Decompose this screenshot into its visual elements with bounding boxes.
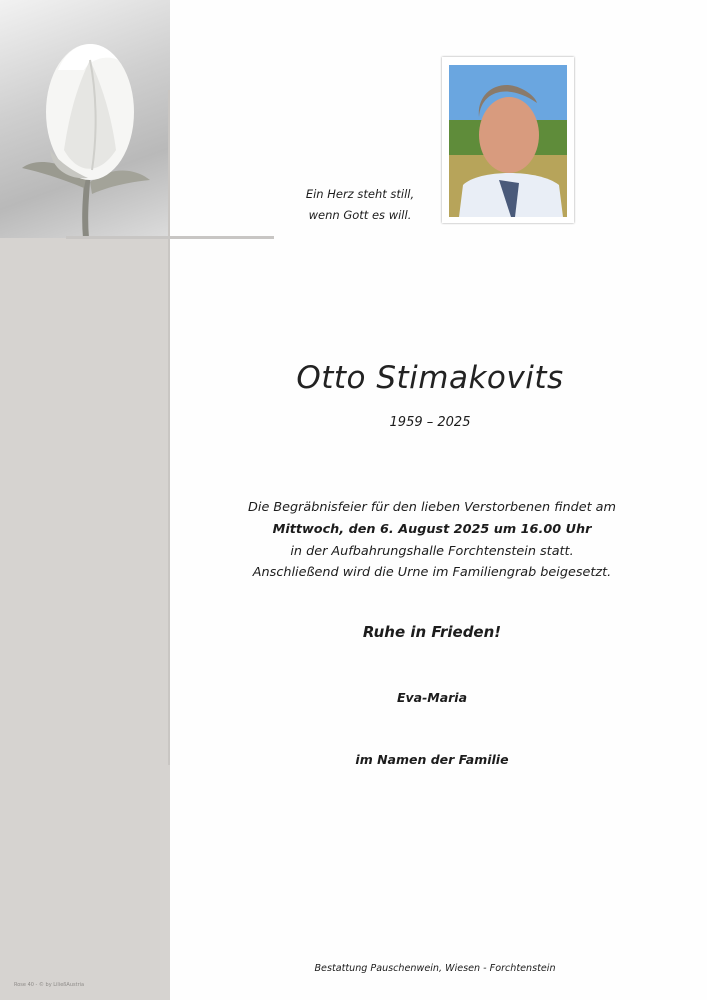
announcement-date: Mittwoch, den 6. August 2025 um 16.00 Uhr	[272, 521, 592, 537]
motto	[285, 184, 435, 226]
white-rose-icon	[0, 0, 170, 238]
image-credit: Rose 40 - © by LiließAustria	[14, 982, 85, 988]
signer-name: Eva-Maria	[396, 690, 468, 705]
life-years: 1959 – 2025	[389, 415, 471, 430]
rose-image	[0, 0, 170, 238]
portrait-frame	[442, 57, 574, 223]
sidebar-divider	[168, 90, 170, 765]
announcement-line-3: in der Aufbahrungshalle Forchtenstein statt.	[290, 543, 574, 559]
funeral-home-footer: Bestattung Pauschenwein, Wiesen - Forchtenstein	[314, 963, 556, 974]
deceased-name: Otto Stimakovits	[296, 360, 564, 396]
portrait-photo	[449, 65, 567, 217]
motto-line-2: wenn Gott es will.	[308, 208, 412, 222]
horizontal-divider	[66, 236, 274, 239]
decorative-sidebar	[0, 0, 170, 1000]
funeral-announcement	[232, 497, 632, 584]
announcement-line-1: Die Begräbnisfeier für den lieben Verstorbenen findet am	[248, 500, 616, 515]
rest-in-peace: Ruhe in Frieden!	[362, 623, 502, 641]
family-line: im Namen der Familie	[355, 752, 509, 767]
motto-line-1: Ein Herz steht still,	[305, 187, 415, 201]
announcement-line-4: Anschließend wird die Urne im Familiengrab beigesetzt.	[252, 565, 612, 581]
